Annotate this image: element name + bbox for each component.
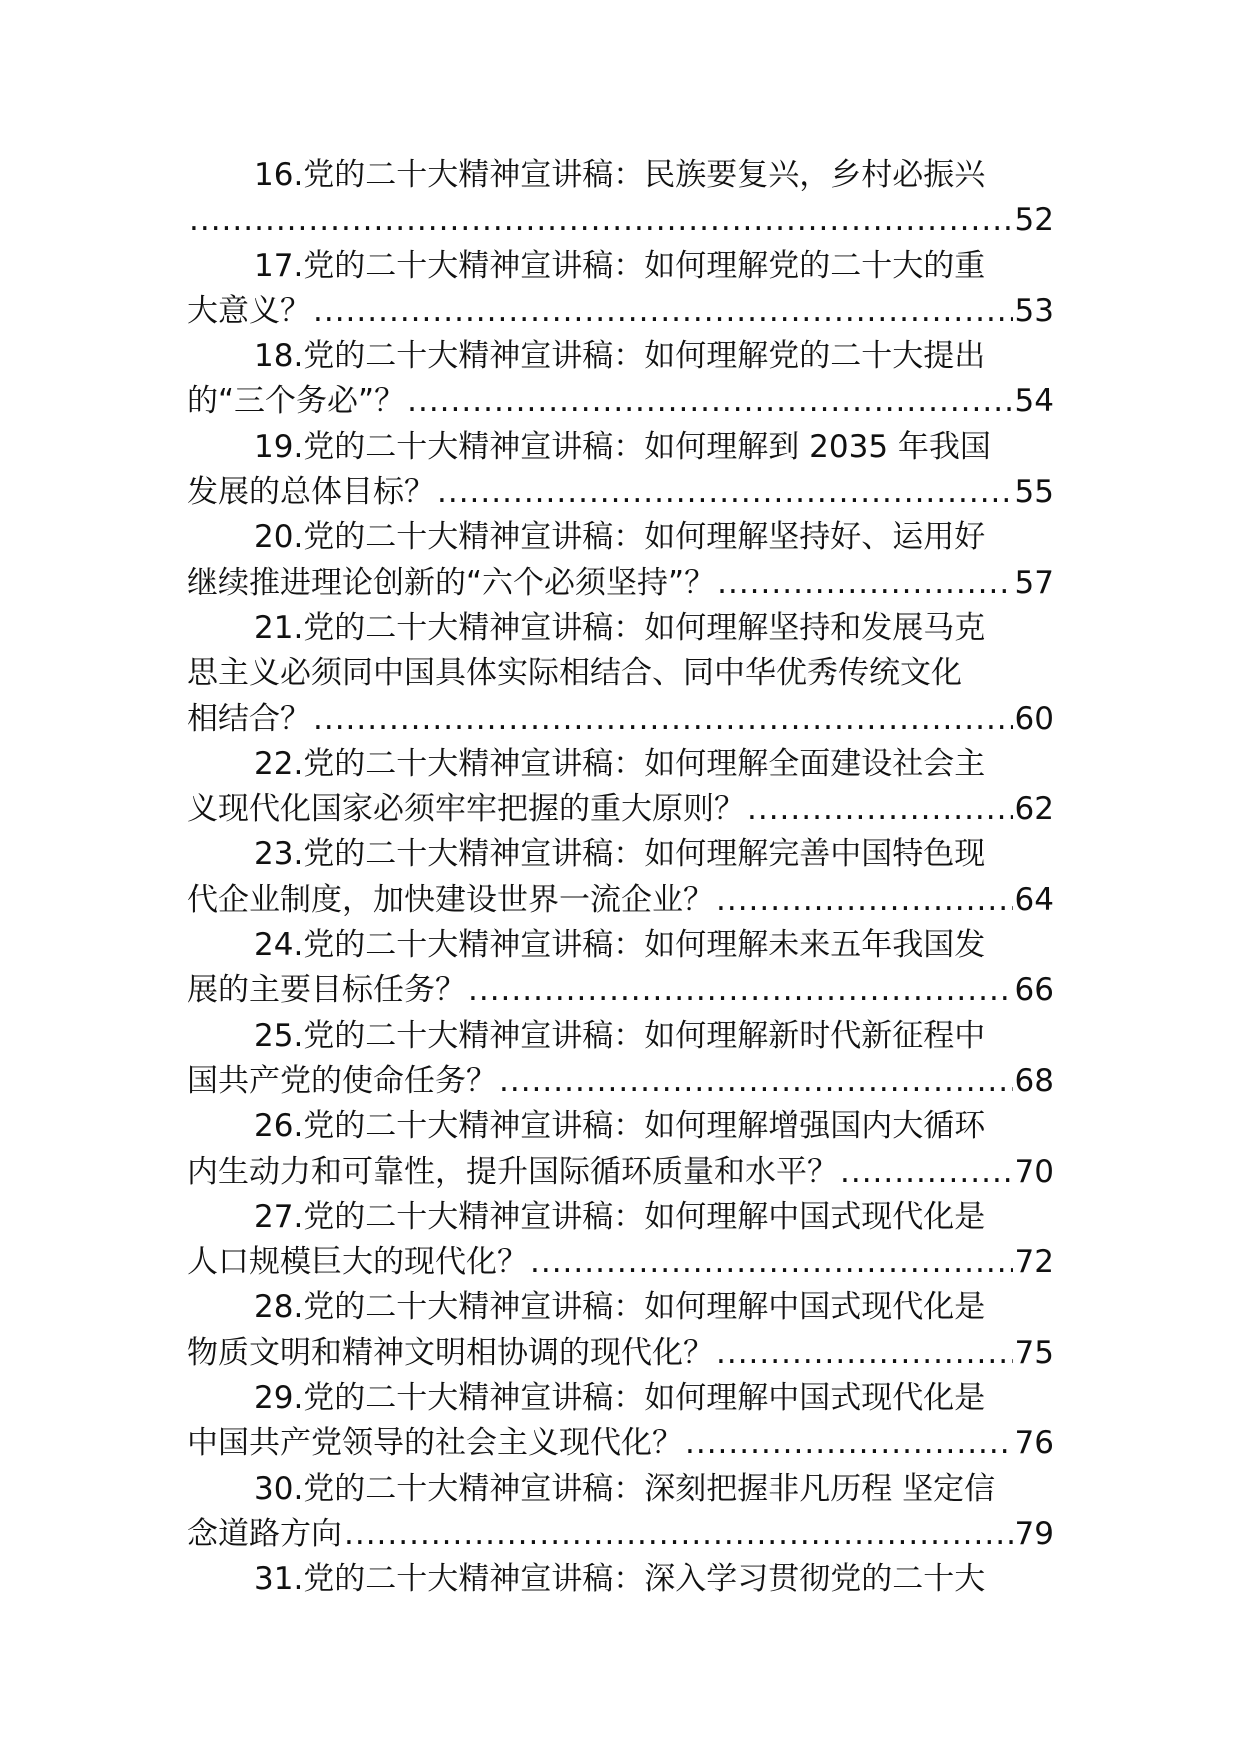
toc-page-number: 72 bbox=[1014, 1244, 1054, 1281]
toc-entry-title: 18.党的二十大精神宣讲稿：如何理解党的二十大提出 bbox=[254, 338, 986, 375]
toc-page-number: 68 bbox=[1014, 1062, 1054, 1099]
dot-leader bbox=[437, 470, 1013, 515]
toc-entry[interactable] bbox=[187, 923, 1054, 1014]
toc-entry-title: 17.党的二十大精神宣讲稿：如何理解党的二十大的重 bbox=[254, 247, 986, 284]
table-of-contents bbox=[187, 153, 1054, 1603]
dot-leader bbox=[499, 1059, 1013, 1104]
toc-page-number: 62 bbox=[1014, 791, 1054, 828]
toc-entry-title: 24.党的二十大精神宣讲稿：如何理解未来五年我国发 bbox=[254, 927, 986, 964]
toc-entry[interactable] bbox=[187, 334, 1054, 425]
toc-page-number: 53 bbox=[1014, 292, 1054, 329]
toc-page-number: 55 bbox=[1014, 474, 1054, 511]
dot-leader bbox=[407, 379, 1012, 424]
toc-leader-line bbox=[187, 1331, 1054, 1376]
dot-leader bbox=[189, 198, 1013, 243]
toc-entry-title-end: 展的主要目标任务？ bbox=[187, 972, 466, 1009]
toc-entry-title: 30.党的二十大精神宣讲稿：深刻把握非凡历程 坚定信 bbox=[254, 1470, 996, 1507]
toc-entry[interactable] bbox=[187, 244, 1054, 335]
toc-entry-title-end: 国共产党的使命任务？ bbox=[187, 1062, 497, 1099]
toc-entry-title: 20.党的二十大精神宣讲稿：如何理解坚持好、运用好 bbox=[254, 519, 986, 556]
toc-entry-title-end: 内生动力和可靠性，提升国际循环质量和水平？ bbox=[187, 1153, 838, 1190]
toc-entry[interactable] bbox=[187, 742, 1054, 833]
toc-entry-title: 29.党的二十大精神宣讲稿：如何理解中国式现代化是 bbox=[254, 1380, 986, 1417]
toc-entry[interactable] bbox=[187, 1104, 1054, 1195]
toc-leader-line bbox=[187, 1421, 1054, 1466]
toc-entry[interactable] bbox=[187, 1014, 1054, 1105]
toc-leader-line bbox=[187, 1150, 1054, 1195]
toc-entry[interactable] bbox=[187, 832, 1054, 923]
toc-entry[interactable] bbox=[187, 1467, 1054, 1558]
dot-leader bbox=[313, 289, 1013, 334]
toc-entry-title-end: 人口规模巨大的现代化？ bbox=[187, 1244, 528, 1281]
toc-entry-title: 31.党的二十大精神宣讲稿：深入学习贯彻党的二十大 bbox=[254, 1561, 986, 1598]
toc-entry-title-end: 中国共产党领导的社会主义现代化？ bbox=[187, 1425, 683, 1462]
toc-leader-line bbox=[187, 1512, 1054, 1557]
toc-entry-title: 25.党的二十大精神宣讲稿：如何理解新时代新征程中 bbox=[254, 1017, 986, 1054]
toc-page-number: 60 bbox=[1014, 700, 1054, 737]
toc-entry[interactable] bbox=[187, 1285, 1054, 1376]
toc-page-number: 75 bbox=[1014, 1334, 1054, 1371]
toc-leader-line bbox=[187, 1059, 1054, 1104]
toc-leader-line bbox=[187, 878, 1054, 923]
toc-leader-line bbox=[187, 198, 1054, 243]
dot-leader bbox=[840, 1150, 1013, 1195]
toc-entry[interactable] bbox=[187, 1557, 1054, 1602]
toc-entry-title-end: 义现代化国家必须牢牢把握的重大原则？ bbox=[187, 791, 745, 828]
toc-entry-title-end: 代企业制度，加快建设世界一流企业？ bbox=[187, 881, 714, 918]
dot-leader bbox=[344, 1512, 1013, 1557]
toc-entry-title: 23.党的二十大精神宣讲稿：如何理解完善中国特色现 bbox=[254, 836, 986, 873]
toc-entry-title-end: 大意义？ bbox=[187, 292, 311, 329]
toc-entry-title-continued: 思主义必须同中国具体实际相结合、同中华优秀传统文化 bbox=[187, 655, 962, 692]
toc-page-number: 76 bbox=[1014, 1425, 1054, 1462]
toc-leader-line bbox=[187, 968, 1054, 1013]
toc-entry[interactable] bbox=[187, 153, 1054, 244]
toc-leader-line bbox=[187, 1240, 1054, 1285]
toc-entry-title-end: 发展的总体目标？ bbox=[187, 474, 435, 511]
toc-entry-title: 19.党的二十大精神宣讲稿：如何理解到 2035 年我国 bbox=[254, 428, 991, 465]
dot-leader bbox=[685, 1421, 1013, 1466]
toc-entry-title-end: 继续推进理论创新的“六个必须坚持”？ bbox=[187, 564, 716, 601]
toc-page-number: 54 bbox=[1014, 383, 1054, 420]
dot-leader bbox=[313, 697, 1013, 742]
toc-entry-title-end: 念道路方向 bbox=[187, 1515, 342, 1552]
toc-page-number: 70 bbox=[1014, 1153, 1054, 1190]
toc-entry-title: 28.党的二十大精神宣讲稿：如何理解中国式现代化是 bbox=[254, 1289, 986, 1326]
toc-entry[interactable] bbox=[187, 425, 1054, 516]
dot-leader bbox=[530, 1240, 1013, 1285]
toc-entry-title: 16.党的二十大精神宣讲稿：民族要复兴，乡村必振兴 bbox=[254, 157, 986, 193]
toc-leader-line bbox=[187, 697, 1054, 742]
dot-leader bbox=[717, 561, 1012, 606]
dot-leader bbox=[747, 787, 1013, 832]
toc-entry-title-end: 相结合？ bbox=[187, 700, 311, 737]
toc-entry-title: 21.党的二十大精神宣讲稿：如何理解坚持和发展马克 bbox=[254, 609, 986, 646]
toc-entry[interactable] bbox=[187, 1376, 1054, 1467]
dot-leader bbox=[716, 878, 1013, 923]
toc-entry-title-end: 物质文明和精神文明相协调的现代化？ bbox=[187, 1334, 714, 1371]
toc-entry-title-end: 的“三个务必”？ bbox=[187, 383, 406, 420]
toc-entry[interactable] bbox=[187, 606, 1054, 742]
toc-entry[interactable] bbox=[187, 1195, 1054, 1286]
dot-leader bbox=[716, 1331, 1013, 1376]
toc-page-number: 79 bbox=[1014, 1515, 1054, 1552]
toc-entry-title: 27.党的二十大精神宣讲稿：如何理解中国式现代化是 bbox=[254, 1198, 986, 1235]
toc-leader-line bbox=[187, 289, 1054, 334]
toc-page-number: 66 bbox=[1014, 972, 1054, 1009]
toc-entry[interactable] bbox=[187, 515, 1054, 606]
toc-leader-line bbox=[187, 379, 1054, 424]
toc-entry-title: 26.党的二十大精神宣讲稿：如何理解增强国内大循环 bbox=[254, 1108, 986, 1145]
toc-page-number: 52 bbox=[1014, 202, 1054, 239]
toc-entry-title: 22.党的二十大精神宣讲稿：如何理解全面建设社会主 bbox=[254, 745, 986, 782]
dot-leader bbox=[468, 968, 1013, 1013]
toc-leader-line bbox=[187, 561, 1054, 606]
toc-leader-line bbox=[187, 787, 1054, 832]
toc-page-number: 64 bbox=[1014, 881, 1054, 918]
toc-leader-line bbox=[187, 470, 1054, 515]
toc-page-number: 57 bbox=[1014, 564, 1054, 601]
